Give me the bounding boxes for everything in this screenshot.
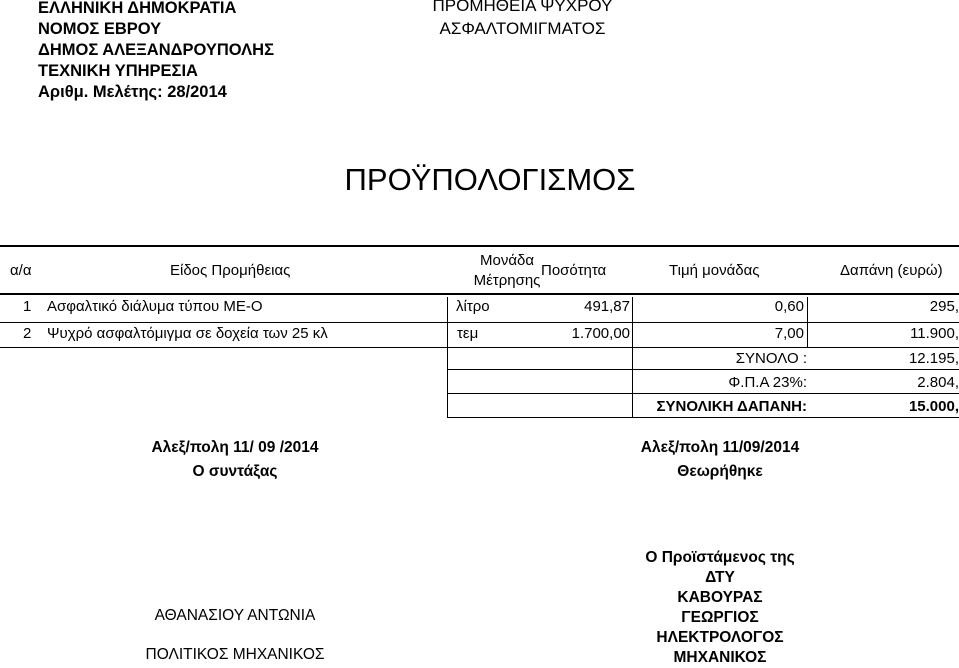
- grand-total-value: 15.000,: [908, 398, 959, 415]
- col-divider-right: [807, 297, 808, 348]
- header-unit-line1: Μονάδα: [479, 252, 535, 269]
- header-item: Είδος Προμήθειας: [170, 262, 291, 279]
- right-signature-line5: ΗΛΕΚΤΡΟΛΟΓΟΣ: [656, 629, 784, 646]
- header-cost: Δαπάνη (ευρώ): [840, 262, 943, 279]
- right-signature-role: Θεωρήθηκε: [677, 463, 763, 480]
- row2-qty: 1.700,00: [571, 325, 630, 342]
- header-qty: Ποσότητα: [541, 262, 607, 279]
- header-line-study-number: Αριθμ. Μελέτης: 28/2014: [38, 83, 227, 101]
- grand-total-bottom-border: [447, 417, 959, 418]
- col-divider-left: [447, 297, 448, 417]
- table-top-border: [0, 245, 959, 247]
- header-subject-block: [0, 0, 959, 40]
- row2-unit: τεμ: [457, 325, 479, 342]
- right-signature-line3: ΚΑΒΟΥΡΑΣ: [677, 589, 763, 606]
- vat-value: 2.804,: [917, 374, 959, 391]
- row1-cost: 295,: [929, 298, 959, 315]
- row2-item: Ψυχρό ασφαλτόμιγμα σε δοχεία των 25 κλ: [47, 325, 328, 342]
- left-signature-title: ΠΟΛΙΤΙΚΟΣ ΜΗΧΑΝΙΚΟΣ: [145, 646, 325, 663]
- right-signature-date: Αλεξ/πολη 11/09/2014: [640, 439, 800, 456]
- vat-label: Φ.Π.Α 23%:: [728, 374, 807, 391]
- header-subject-line2: ΑΣΦΑΛΤΟΜΙΓΜΑΤΟΣ: [439, 19, 606, 38]
- row1-aa: 1: [23, 298, 32, 315]
- header-line-municipality: ΔΗΜΟΣ ΑΛΕΞΑΝΔΡΟΥΠΟΛΗΣ: [38, 41, 274, 59]
- right-signature-line2: ΔΤΥ: [705, 569, 735, 586]
- grand-total-label: ΣΥΝΟΛΙΚΗ ΔΑΠΑΝΗ:: [656, 398, 807, 415]
- header-line-service: ΤΕΧΝΙΚΗ ΥΠΗΡΕΣΙΑ: [38, 62, 198, 80]
- left-signature-name: ΑΘΑΝΑΣΙΟΥ ΑΝΤΩΝΙΑ: [154, 607, 316, 624]
- right-signature-block: [570, 548, 870, 668]
- header-line-prefecture: ΝΟΜΟΣ ΕΒΡΟΥ: [38, 20, 162, 38]
- row2-aa: 2: [23, 325, 32, 342]
- row2-cost: 11.900,: [910, 325, 959, 342]
- header-subject-line1: ΠΡΟΜΗΘΕΙΑ ΨΥΧΡΟΥ: [432, 0, 613, 15]
- table-header-bottom-border: [0, 293, 959, 295]
- left-signature-role: Ο συντάξας: [192, 463, 278, 480]
- row2-bottom-border: [0, 347, 959, 348]
- right-signature-line1: Ο Προϊστάμενος της: [645, 549, 795, 566]
- total-bottom-border: [447, 369, 959, 370]
- row1-qty: 491,87: [584, 298, 630, 315]
- row1-price: 0,60: [774, 298, 804, 315]
- row1-unit: λίτρο: [456, 298, 490, 315]
- left-signature-date: Αλεξ/πολη 11/ 09 /2014: [151, 439, 319, 456]
- total-label: ΣΥΝΟΛΟ :: [735, 350, 807, 367]
- header-aa: α/α: [10, 262, 32, 279]
- right-signature-line4: ΓΕΩΡΓΙΟΣ: [681, 609, 759, 626]
- page-title: ΠΡΟΫΠΟΛΟΓΙΣΜΟΣ: [344, 162, 636, 197]
- vat-bottom-border: [447, 393, 959, 394]
- header-price: Τιμή μονάδας: [669, 262, 760, 279]
- row2-price: 7,00: [774, 325, 804, 342]
- total-value: 12.195,: [908, 350, 959, 367]
- header-unit-line2: Μέτρησης: [473, 272, 541, 289]
- row1-bottom-border: [0, 322, 959, 323]
- row1-item: Ασφαλτικό διάλυμα τύπου ΜΕ-Ο: [47, 298, 263, 315]
- header-line-republic: ΕΛΛΗΝΙΚΗ ΔΗΜΟΚΡΑΤΙΑ: [38, 0, 237, 17]
- right-signature-line6: ΜΗΧΑΝΙΚΟΣ: [673, 649, 767, 666]
